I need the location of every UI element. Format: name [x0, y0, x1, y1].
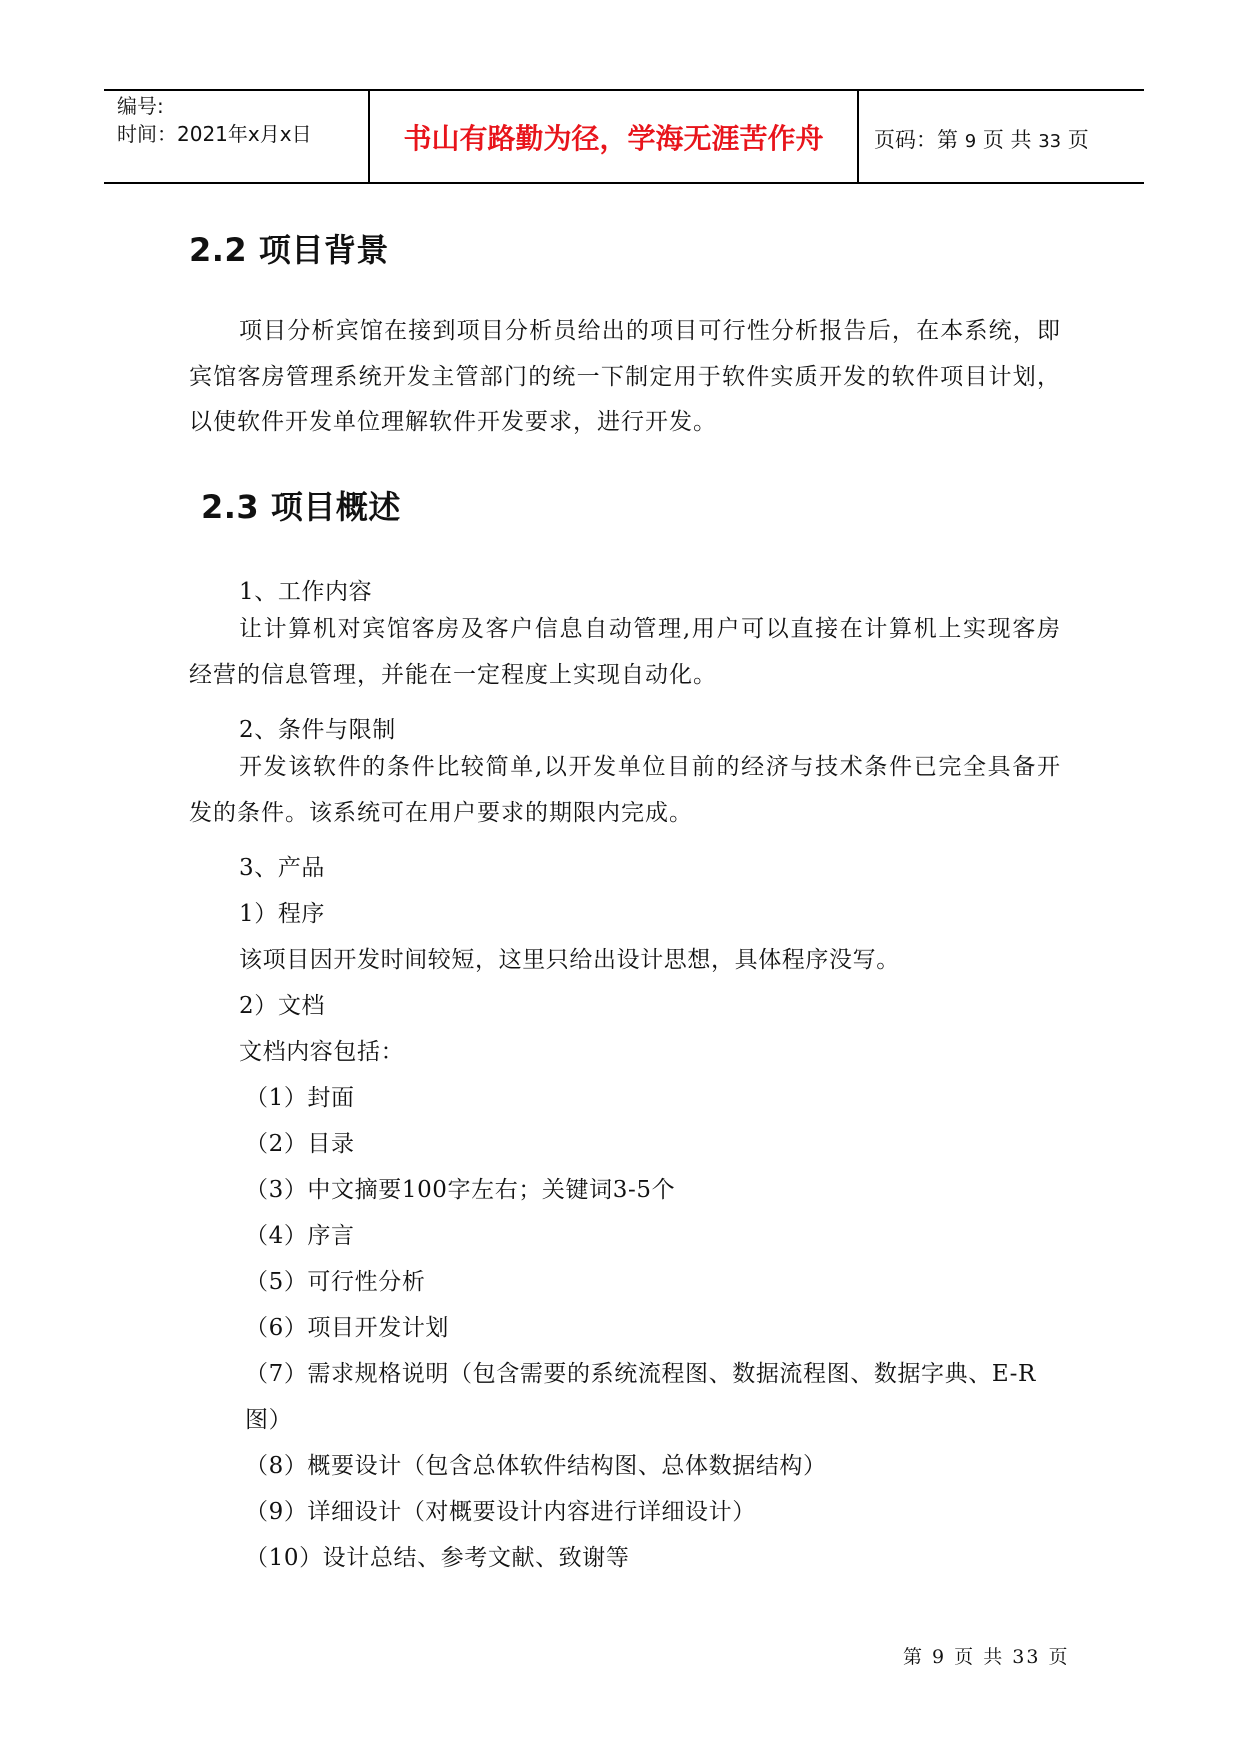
doc-item: （2）目录	[245, 1131, 355, 1157]
page-suffix: 页	[1067, 128, 1089, 152]
section-heading-2-3: 2.3 项目概述	[201, 488, 401, 526]
item-1-text: 让计算机对宾馆客房及客户信息自动管理,用户可以直接在计算机上实现客房经营的信息管理，并能在一定程度上实现自动化。	[189, 616, 1061, 688]
item-2-title: 2、条件与限制	[239, 717, 396, 743]
sub-2-text: 文档内容包括：	[239, 1039, 405, 1065]
page-prefix: 页码：第	[874, 128, 958, 152]
header-page-info	[874, 124, 1089, 154]
doc-item: （3）中文摘要100字左右；关键词3-5个	[245, 1177, 676, 1203]
sub-1-title: 1）程序	[239, 901, 326, 927]
doc-item: （7）需求规格说明（包含需要的系统流程图、数据流程图、数据字典、E-R	[245, 1361, 1036, 1387]
doc-item: （5）可行性分析	[245, 1269, 426, 1295]
item-2-text: 开发该软件的条件比较简单,以开发单位目前的经济与技术条件已完全具备开发的条件。该系统可在用户要求的期限内完成。	[189, 754, 1061, 826]
item-3-title: 3、产品	[239, 855, 326, 881]
doc-item: （10）设计总结、参考文献、致谢等	[245, 1545, 630, 1571]
page-current: 9	[964, 131, 977, 152]
header-bottom-rule	[104, 182, 1144, 184]
document-time: 时间：2021年x月x日	[117, 122, 312, 146]
doc-item: （4）序言	[245, 1223, 355, 1249]
document-number-label: 编号:	[117, 94, 164, 118]
page-mid: 页 共	[982, 128, 1032, 152]
header-top-rule	[104, 89, 1144, 91]
header-divider	[857, 89, 859, 184]
doc-item: （8）概要设计（包含总体软件结构图、总体数据结构）	[245, 1453, 827, 1479]
doc-item: 图）	[245, 1407, 293, 1433]
doc-item: （6）项目开发计划	[245, 1315, 450, 1341]
header-motto: 书山有路勤为径，学海无涯苦作舟	[403, 122, 824, 155]
page-footer: 第 9 页 共 33 页	[903, 1646, 1070, 1668]
doc-item: （9）详细设计（对概要设计内容进行详细设计）	[245, 1499, 756, 1525]
page-total: 33	[1038, 131, 1062, 152]
doc-item: （1）封面	[245, 1085, 355, 1111]
sub-1-text: 该项目因开发时间较短，这里只给出设计思想，具体程序没写。	[239, 947, 900, 973]
sub-2-title: 2）文档	[239, 993, 326, 1019]
section-2-2-paragraph: 项目分析宾馆在接到项目分析员给出的项目可行性分析报告后，在本系统，即宾馆客房管理系统开发主管部门的统一下制定用于软件实质开发的软件项目计划，以使软件开发单位理解软件开发要求，进行开发。	[189, 318, 1061, 435]
header-meta	[117, 92, 312, 148]
item-1-title: 1、工作内容	[239, 579, 373, 605]
section-heading-2-2: 2.2 项目背景	[189, 231, 389, 269]
